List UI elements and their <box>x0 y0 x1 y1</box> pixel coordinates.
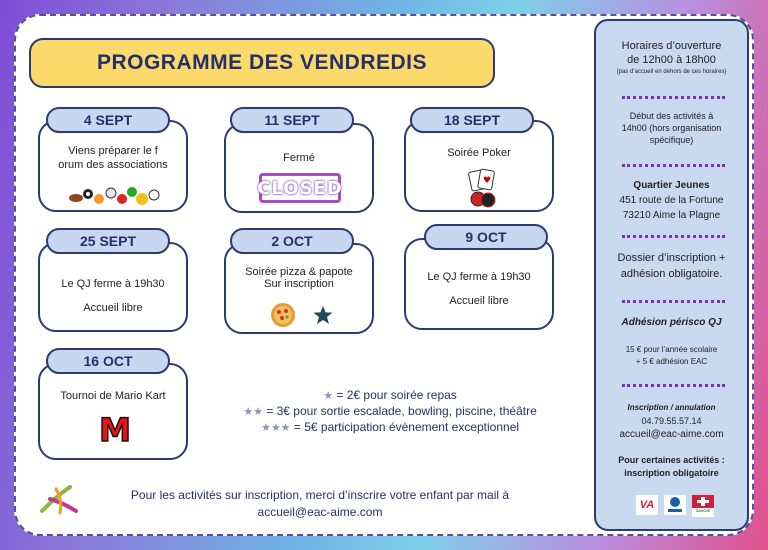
event-date-tab: 2 OCT <box>230 228 354 254</box>
legend-text: = 2€ pour soirée repas <box>333 388 457 402</box>
note-text: Pour certaines activités : <box>618 455 725 465</box>
event-text: Tournoi de Mario Kart <box>60 390 166 402</box>
event-text: Fermé <box>283 152 315 164</box>
mario-kart-logo: M <box>99 411 131 449</box>
note-text: inscription obligatoire <box>624 468 719 478</box>
savoie-label: SAVOIE <box>695 508 711 513</box>
footer-note <box>80 487 560 521</box>
star-icon: ★ <box>323 390 334 402</box>
divider <box>622 300 725 303</box>
event-text: Le QJ ferme à 19h30 <box>61 278 165 290</box>
poker-cards-chips-icon <box>466 168 498 208</box>
event-text: orum des associations <box>58 159 168 171</box>
event-card-16-oct <box>38 363 188 460</box>
adhesion-title: Adhésion périsco QJ <box>621 317 722 328</box>
event-note: Accueil libre <box>449 295 509 307</box>
divider <box>622 235 725 238</box>
hours-title: Horaires d’ouverture <box>621 40 722 52</box>
footer-email[interactable]: accueil@eac-aime.com <box>257 504 383 519</box>
event-date-tab: 18 SEPT <box>410 107 534 133</box>
fee-text: + 5 € adhésion EAC <box>635 357 708 366</box>
event-card-11-sept <box>224 123 374 213</box>
divider <box>622 384 725 387</box>
event-card-25-sept <box>38 242 188 332</box>
event-text: Soirée Poker <box>447 147 511 159</box>
price-legend-3 <box>200 419 580 436</box>
pizza-icon <box>270 302 296 328</box>
event-text: Soirée pizza & papote <box>245 266 353 278</box>
start-text: spécifique) <box>649 135 694 145</box>
start-text: Début des activités à <box>629 111 714 121</box>
hours-note: (pas d’accueil en dehors de ces horaires) <box>616 69 727 75</box>
info-sidebar <box>594 19 749 531</box>
sports-balls-icon <box>68 180 163 208</box>
place-address: 73210 Aime la Plagne <box>622 210 721 221</box>
event-text: Le QJ ferme à 19h30 <box>427 271 531 283</box>
event-date-tab: 11 SEPT <box>230 107 354 133</box>
star-icon <box>313 305 333 325</box>
legend-text: = 5€ participation évènement exceptionnel <box>290 420 520 434</box>
contact-phone: 04.79.55.57.14 <box>641 416 702 426</box>
event-card-2-oct <box>224 243 374 334</box>
event-date-tab: 16 OCT <box>46 348 170 374</box>
closed-sign: CLOSED <box>259 173 341 203</box>
star-icon: ★★★ <box>260 422 291 434</box>
savoie-logo <box>692 495 714 517</box>
divider <box>622 96 725 99</box>
event-card-4-sept <box>38 120 188 212</box>
contact-title: Inscription / annulation <box>627 403 716 412</box>
footer-text: Pour les activités sur inscription, merci d’inscrire votre enfant par mail à <box>130 488 510 502</box>
caf-logo-icon <box>664 495 686 515</box>
event-date-tab: 25 SEPT <box>46 228 170 254</box>
contact-email[interactable]: accueil@eac-aime.com <box>619 429 724 440</box>
place-address: 451 route de la Fortune <box>619 195 724 206</box>
dossier-text: Dossier d’inscription + <box>617 252 726 264</box>
svg-text:♥: ♥ <box>483 176 492 186</box>
event-text: Viens préparer le f <box>68 145 158 157</box>
page-title: PROGRAMME DES VENDREDIS <box>29 38 495 88</box>
event-date-tab: 4 SEPT <box>46 107 170 133</box>
price-legend-2 <box>200 403 580 420</box>
event-card-18-sept <box>404 120 554 212</box>
start-text: 14h00 (hors organisation <box>621 123 722 133</box>
legend-text: = 3€ pour sortie escalade, bowling, piscine, théâtre <box>262 404 537 418</box>
dossier-text: adhésion obligatoire. <box>620 268 723 280</box>
divider <box>622 164 725 167</box>
place-name: Quartier Jeunes <box>633 180 710 191</box>
event-card-9-oct <box>404 238 554 330</box>
hours-value: de 12h00 à 18h00 <box>627 54 716 66</box>
event-date-tab: 9 OCT <box>424 224 548 250</box>
event-note: Sur inscription <box>264 278 334 290</box>
price-legend-1 <box>200 387 580 404</box>
va-logo: VA <box>636 495 658 515</box>
eac-logo-icon <box>36 481 82 517</box>
event-note: Accueil libre <box>83 302 143 314</box>
star-icon: ★★ <box>243 406 263 418</box>
fee-text: 15 € pour l’année scolaire <box>625 345 718 354</box>
